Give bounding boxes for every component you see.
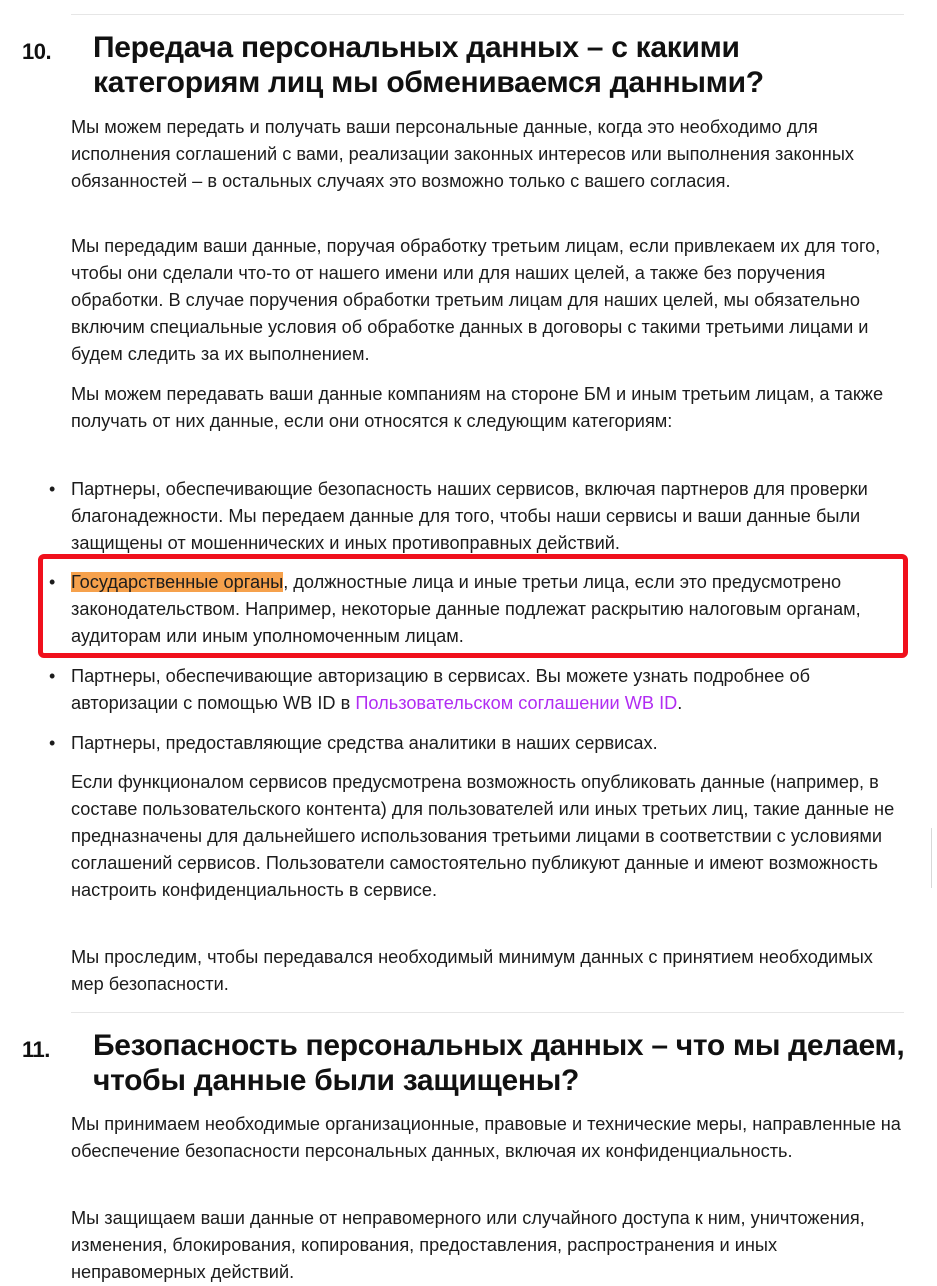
- section-10-title: [93, 30, 923, 100]
- section-10-paragraph-1: Мы можем передать и получать ваши персональные данные, когда это необходимо для исполнения соглашений с вами, реализации законных интересов или выполнения законных обязанностей – в остальных случаях это возможно только с вашего согласия.: [71, 117, 855, 191]
- section-10-title-line1: Передача персональных данных – с какими: [93, 31, 740, 64]
- wb-id-agreement-link[interactable]: Пользовательском соглашении WB ID: [355, 693, 678, 713]
- section-11-title-line2: чтобы данные были защищены?: [93, 1064, 580, 1097]
- section-11-paragraph-1: Мы принимаем необходимые организационные, правовые и технические меры, направленные на обеспечение безопасности персональных данных, включая их конфиденциальность.: [71, 1114, 901, 1161]
- section-10-title-line2: категориям лиц мы обмениваемся данными?: [93, 66, 764, 99]
- section-divider: [71, 1012, 904, 1013]
- list-item-auth-partners: [49, 663, 909, 717]
- list-item-text: Партнеры, обеспечивающие безопасность наших сервисов, включая партнеров для проверки благонадежности. Мы передаем данные для того, чтобы наши сервисы и ваши данные были защищены от мошеннических и иных противоправных действий.: [71, 479, 868, 553]
- list-item-security-partners: [49, 476, 909, 557]
- bullet-dot: •: [49, 479, 56, 499]
- bullet-dot: •: [49, 572, 56, 592]
- section-10-paragraph-5: Мы проследим, чтобы передавался необходимый минимум данных с принятием необходимых мер безопасности.: [71, 947, 873, 994]
- section-10-paragraph-3: Мы можем передавать ваши данные компаниям на стороне БМ и иным третьим лицам, а также получать от них данные, если они относятся к следующим категориям:: [71, 384, 884, 431]
- highlighted-text: Государственные органы: [71, 572, 284, 592]
- page-edge-mark: [931, 828, 937, 888]
- section-10-paragraph-4: Если функционалом сервисов предусмотрена возможность опубликовать данные (например, в составе пользовательского контента) для пользователей или иных третьих лиц, такие данные не предназначены для дальнейшего использования третьими лицами в соответствии с условиями соглашений сервисов. Пользователи самостоятельно публикуют данные и имеют возможность настроить конфиденциальность в сервисе.: [71, 772, 895, 900]
- section-11-title-line1: Безопасность персональных данных – что мы делаем,: [93, 1029, 905, 1062]
- section-11-paragraph-2: Мы защищаем ваши данные от неправомерного или случайного доступа к ним, уничтожения, изменения, блокирования, копирования, предоставления, распространения и иных неправомерных действий.: [71, 1208, 865, 1282]
- section-10-number: 10.: [22, 39, 52, 64]
- section-10-paragraph-2: Мы передадим ваши данные, поручая обработку третьим лицам, если привлекаем их для того, чтобы они сделали что-то от нашего имени или для наших целей, а также без поручения обработки. В случае поручения обработки третьим лицам для наших целей, мы обязательно включим специальные условия об обработке данных в договоры с такими третьими лицами и будем следить за их выполнением.: [71, 236, 881, 364]
- bullet-dot: •: [49, 733, 56, 753]
- list-item-text: Партнеры, предоставляющие средства аналитики в наших сервисах.: [71, 733, 658, 753]
- list-item-text-end: .: [677, 693, 683, 713]
- section-11-number: 11.: [22, 1037, 50, 1062]
- annotation-highlight-box: [38, 554, 908, 658]
- list-item-text: , должностные лица и иные третьи лица, если это предусмотрено законодательством. Например, некоторые данные подлежат раскрытию налоговым органам, аудиторам или иным уполномоченным лицам.: [71, 572, 861, 646]
- bullet-dot: •: [49, 666, 56, 686]
- list-item-analytics-partners: [49, 730, 909, 757]
- list-item-text: Партнеры, обеспечивающие авторизацию в сервисах. Вы можете узнать подробнее об авторизации с помощью WB ID в: [71, 666, 810, 713]
- top-divider: [71, 14, 904, 15]
- section-11-title: [93, 1028, 923, 1098]
